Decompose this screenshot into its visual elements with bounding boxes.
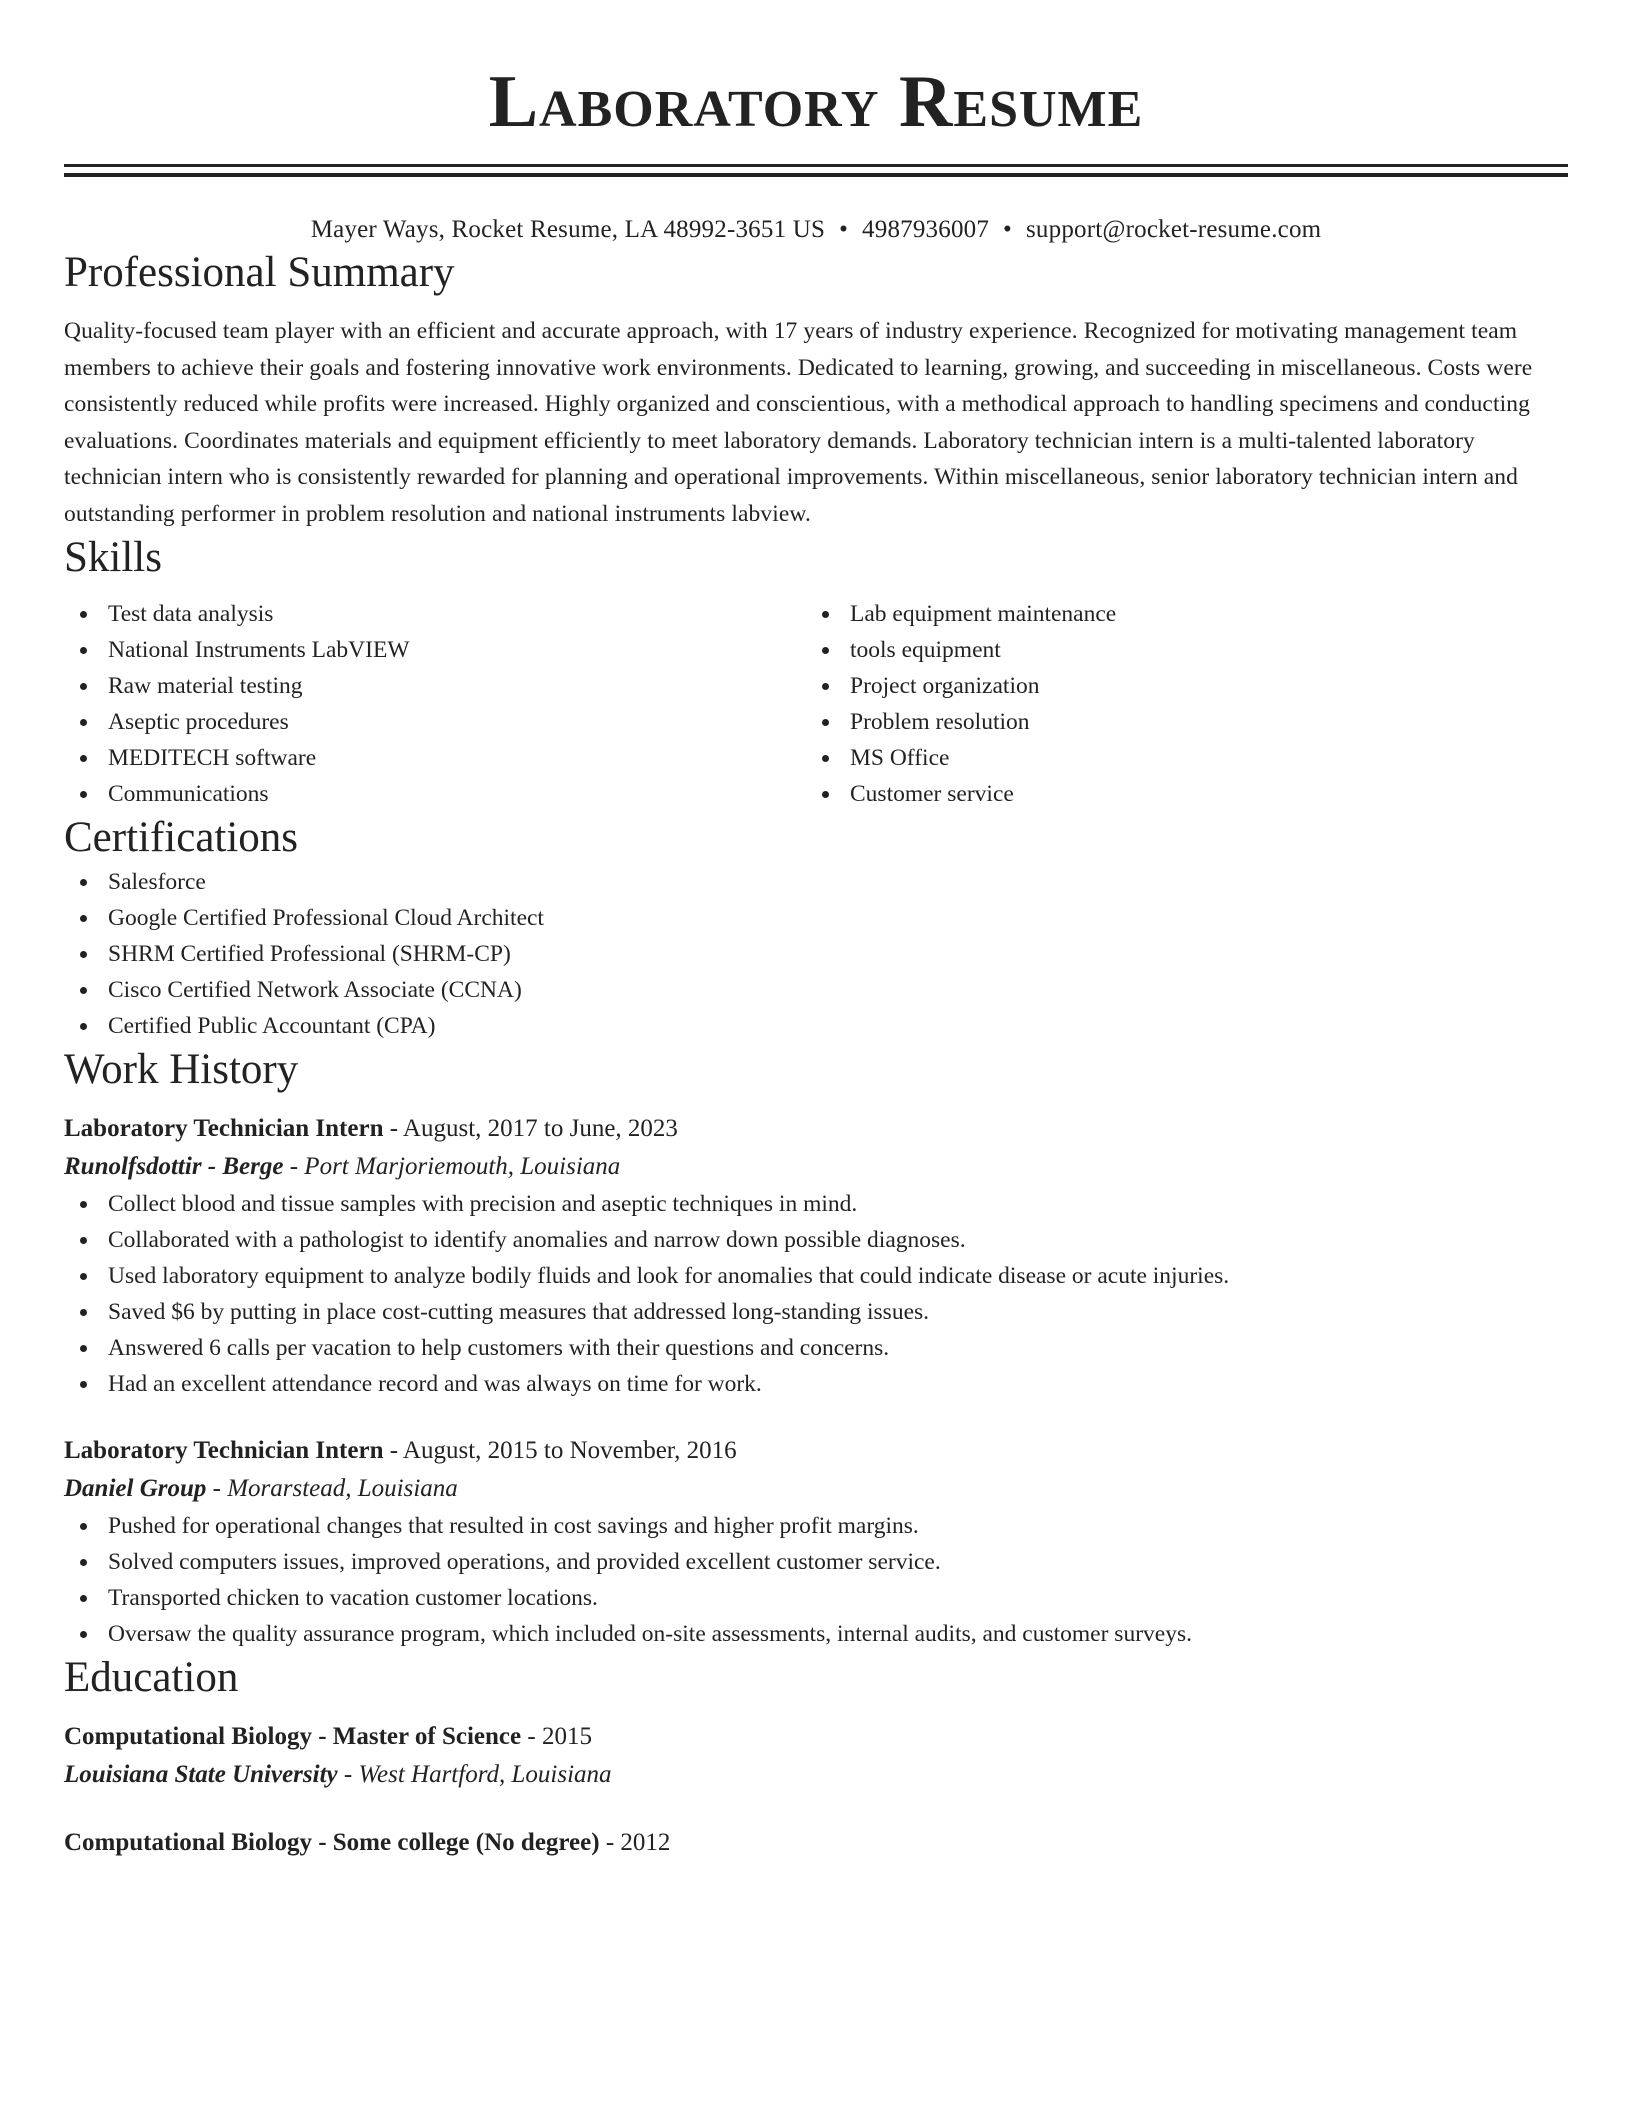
skills-list-left (64, 596, 806, 812)
certification-item: Cisco Certified Network Associate (CCNA) (64, 972, 1568, 1008)
resume-title: Laboratory Resume (488, 61, 1144, 143)
job-duty: Oversaw the quality assurance program, which included on-site assessments, internal audits, and customer surveys. (64, 1616, 1568, 1652)
education-entry (64, 1824, 1568, 1862)
job-entry (64, 1432, 1568, 1652)
certification-item: Salesforce (64, 864, 1568, 900)
education-year: - 2012 (599, 1829, 671, 1856)
education-degree: Computational Biology - Master of Science (64, 1723, 522, 1750)
job-dates: - August, 2015 to November, 2016 (383, 1437, 737, 1464)
skill-item: Communications (64, 776, 806, 812)
skill-item: National Instruments LabVIEW (64, 632, 806, 668)
certification-item: Google Certified Professional Cloud Architect (64, 900, 1568, 936)
certification-item: SHRM Certified Professional (SHRM-CP) (64, 936, 1568, 972)
summary-heading: Professional Summary (64, 249, 455, 296)
contact-address: Mayer Ways, Rocket Resume, LA 48992-3651 US (310, 216, 826, 243)
contact-email[interactable]: support@rocket-resume.com (1026, 216, 1322, 243)
skills-list-right (806, 596, 1548, 812)
divider-line-bottom (64, 173, 1568, 177)
skill-item: Customer service (806, 776, 1548, 812)
education-entry (64, 1718, 1568, 1794)
education-heading: Education (64, 1654, 239, 1701)
job-employer-line (64, 1470, 1568, 1508)
contact-phone: 4987936007 (862, 216, 990, 243)
job-duty: Had an excellent attendance record and was always on time for work. (64, 1366, 1568, 1402)
skill-item: Raw material testing (64, 668, 806, 704)
divider-line-top (64, 164, 1568, 167)
title-divider (64, 164, 1568, 177)
job-duty: Transported chicken to vacation customer locations. (64, 1580, 1568, 1616)
job-location: - Port Marjoriemouth, Louisiana (283, 1153, 621, 1180)
skill-item: tools equipment (806, 632, 1548, 668)
summary-text: Quality-focused team player with an efficient and accurate approach, with 17 years of industry experience. Recognized for motivating management team members to achieve their goals and fostering innovative work environments. Dedicated to learning, growing, and succeeding in miscellaneous. Costs were consistently reduced while profits were increased. Highly organized and conscientious, with a methodical approach to handling specimens and conducting evaluations. Coordinates materials and equipment efficiently to meet laboratory demands. Laboratory technician intern is a multi-talented laboratory technician intern who is consistently rewarded for planning and operational improvements. Within miscellaneous, senior laboratory technician intern and outstanding performer in problem resolution and national instruments labview. (64, 318, 1533, 527)
skills-heading: Skills (64, 534, 162, 581)
job-employer: Daniel Group (64, 1475, 207, 1502)
job-title: Laboratory Technician Intern (64, 1115, 384, 1142)
skill-item: Project organization (806, 668, 1548, 704)
job-title: Laboratory Technician Intern (64, 1437, 384, 1464)
certifications-heading: Certifications (64, 814, 299, 861)
skills-columns (64, 596, 1568, 812)
job-duty: Pushed for operational changes that resulted in cost savings and higher profit margins. (64, 1508, 1568, 1544)
contact-line (64, 213, 1568, 247)
education-school-line (64, 1756, 1568, 1794)
skill-item: MS Office (806, 740, 1548, 776)
job-duty: Collaborated with a pathologist to identify anomalies and narrow down possible diagnoses. (64, 1222, 1568, 1258)
work-history-heading: Work History (64, 1046, 299, 1093)
job-duty: Collect blood and tissue samples with precision and aseptic techniques in mind. (64, 1186, 1568, 1222)
skill-item: MEDITECH software (64, 740, 806, 776)
job-entry (64, 1110, 1568, 1402)
job-employer-line (64, 1148, 1568, 1186)
education-year: - 2015 (521, 1723, 592, 1750)
skill-item: Aseptic procedures (64, 704, 806, 740)
education-location: - West Hartford, Louisiana (337, 1761, 612, 1788)
job-duty: Solved computers issues, improved operations, and provided excellent customer service. (64, 1544, 1568, 1580)
education-degree: Computational Biology - Some college (No degree) (64, 1829, 600, 1856)
job-dates: - August, 2017 to June, 2023 (383, 1115, 678, 1142)
education-degree-line (64, 1718, 1568, 1756)
contact-separator: • (839, 216, 849, 243)
job-duties-list (64, 1186, 1568, 1402)
skill-item: Problem resolution (806, 704, 1548, 740)
certifications-list (64, 864, 1568, 1044)
job-duty: Answered 6 calls per vacation to help customers with their questions and concerns. (64, 1330, 1568, 1366)
job-duties-list (64, 1508, 1568, 1652)
job-header (64, 1432, 1568, 1470)
contact-separator: • (1003, 216, 1012, 243)
education-school: Louisiana State University (64, 1761, 338, 1788)
resume-page (64, 0, 1568, 1862)
job-employer: Runolfsdottir - Berge (64, 1153, 284, 1180)
certification-item: Certified Public Accountant (CPA) (64, 1008, 1568, 1044)
skill-item: Lab equipment maintenance (806, 596, 1548, 632)
job-location: - Morarstead, Louisiana (206, 1475, 458, 1502)
job-duty: Used laboratory equipment to analyze bodily fluids and look for anomalies that could indicate disease or acute injuries. (64, 1258, 1568, 1294)
job-header (64, 1110, 1568, 1148)
skill-item: Test data analysis (64, 596, 806, 632)
job-duty: Saved $6 by putting in place cost-cutting measures that addressed long-standing issues. (64, 1294, 1568, 1330)
education-degree-line (64, 1824, 1568, 1862)
